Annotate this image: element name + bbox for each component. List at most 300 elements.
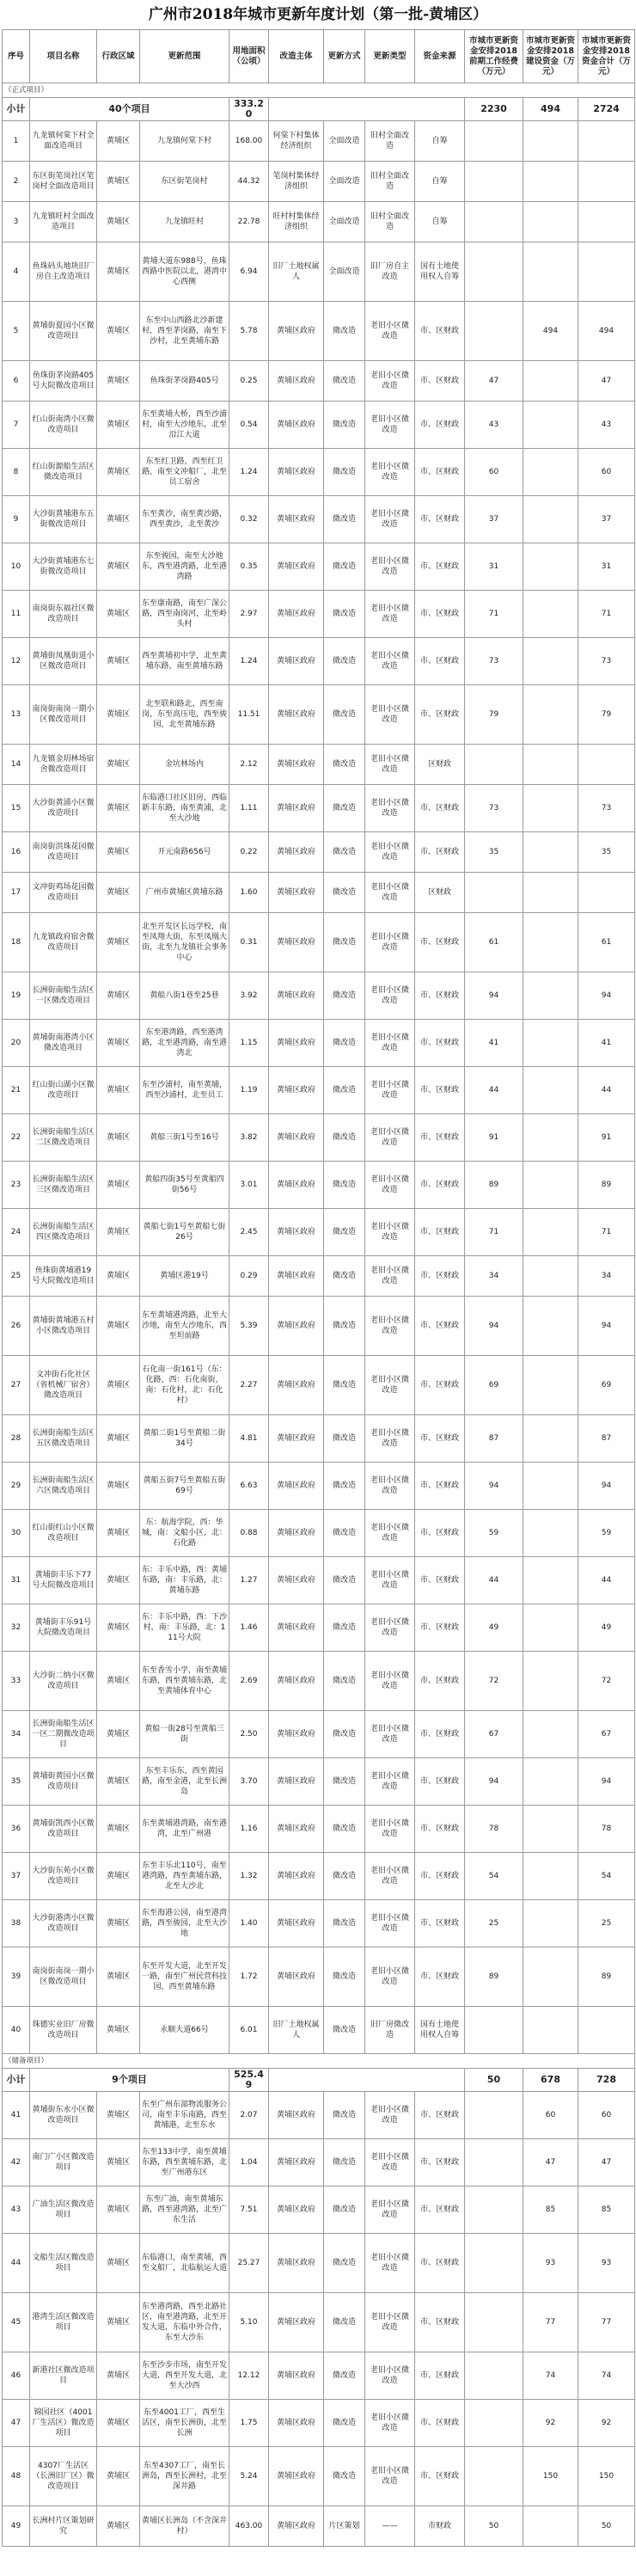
fund-source: 市、区财政	[415, 1356, 465, 1415]
update-type: 旧厂房自主改造	[365, 242, 415, 302]
fund-source: 市、区财政	[415, 1209, 465, 1256]
update-method: 微改造	[324, 745, 365, 785]
update-method: 微改造	[324, 2187, 365, 2234]
table-row	[3, 785, 635, 832]
prep-funds	[465, 2092, 523, 2139]
fund-source: 市、区财政	[415, 302, 465, 361]
prep-funds: 47	[465, 361, 523, 402]
project-name: 九龙镇金玥林场宿舍微改造项目	[30, 745, 97, 785]
project-name: 九龙镇何棠下村全面改造项目	[30, 121, 97, 162]
update-type: 老旧小区微改造	[365, 2234, 415, 2293]
land-area: 0.35	[229, 543, 269, 591]
construction-funds	[523, 1853, 578, 1900]
update-type: 老旧小区微改造	[365, 1356, 415, 1415]
project-name: 黄埔街丰乐下77号大院微改造项目	[30, 1557, 97, 1604]
table-row	[3, 2352, 635, 2400]
fund-source: 市、区财政	[415, 402, 465, 449]
update-method: 微改造	[324, 1604, 365, 1652]
prep-funds: 73	[465, 638, 523, 685]
implementing-body: 黄埔区政府	[269, 785, 324, 832]
update-method: 微改造	[324, 543, 365, 591]
table-row	[3, 685, 635, 745]
update-scope: 东至沙步市场，南至开发大道，西至开发大道，北至大沙西	[140, 2352, 229, 2400]
update-scope: 东至丰乐北110号，南至港湾路，西至黄埔东路，北至大沙北	[140, 1853, 229, 1900]
project-name: 黄埔街东水小区微改造项目	[30, 2092, 97, 2139]
update-method: 全面改造	[324, 162, 365, 202]
fund-source: 市、区财政	[415, 1900, 465, 1947]
row-number: 13	[3, 685, 30, 745]
fund-source: 国有土地使用权人自筹	[415, 2007, 465, 2054]
update-scope: 广州市黄埔区黄埔东路	[140, 873, 229, 913]
fund-source: 市、区财政	[415, 2447, 465, 2506]
implementing-body: 黄埔区政府	[269, 972, 324, 1020]
construction-funds	[523, 638, 578, 685]
prep-funds: 35	[465, 832, 523, 873]
update-type: 老旧小区微改造	[365, 2139, 415, 2187]
district: 黄埔区	[97, 832, 140, 873]
prep-funds	[465, 202, 523, 242]
implementing-body: 黄埔区政府	[269, 1711, 324, 1758]
land-area: 0.29	[229, 1256, 269, 1297]
total-funds: 74	[578, 2352, 635, 2400]
implementing-body: 黄埔区政府	[269, 1114, 324, 1162]
update-method: 微改造	[324, 449, 365, 496]
update-scope: 北至开发区长远学校，南至凤翔大街，东至凤凰大街，北至九龙镇社会事务中心	[140, 913, 229, 972]
total-funds: 61	[578, 913, 635, 972]
construction-funds: 85	[523, 2187, 578, 2234]
implementing-body: 黄埔区政府	[269, 1806, 324, 1853]
district: 黄埔区	[97, 2293, 140, 2352]
construction-funds	[523, 1020, 578, 1067]
land-area: 2.50	[229, 1711, 269, 1758]
row-number: 8	[3, 449, 30, 496]
total-funds: 79	[578, 685, 635, 745]
subtotal-label: 小计	[3, 98, 30, 121]
district: 黄埔区	[97, 1297, 140, 1356]
fund-source: 市、区财政	[415, 2352, 465, 2400]
prep-funds	[465, 2007, 523, 2054]
district: 黄埔区	[97, 1356, 140, 1415]
subtotal-blank	[269, 2069, 465, 2092]
prep-funds: 73	[465, 785, 523, 832]
total-funds: 54	[578, 1853, 635, 1900]
district: 黄埔区	[97, 638, 140, 685]
district: 黄埔区	[97, 1900, 140, 1947]
implementing-body: 黄埔区政府	[269, 2400, 324, 2447]
prep-funds	[465, 745, 523, 785]
total-funds	[578, 202, 635, 242]
prep-funds	[465, 162, 523, 202]
table-row	[3, 2139, 635, 2187]
district: 黄埔区	[97, 1067, 140, 1114]
row-number: 45	[3, 2293, 30, 2352]
project-name: 大沙街黄埔港东五街微改造项目	[30, 496, 97, 543]
table-row	[3, 302, 635, 361]
update-method: 微改造	[324, 2352, 365, 2400]
update-type: 老旧小区微改造	[365, 1020, 415, 1067]
prep-funds: 31	[465, 543, 523, 591]
fund-source: 市、区财政	[415, 972, 465, 1020]
update-type: 老旧小区微改造	[365, 1415, 415, 1463]
land-area: 1.32	[229, 1853, 269, 1900]
construction-funds	[523, 1604, 578, 1652]
update-scope: 东：航海学院，西：华城，南：文船小区，北：石化路	[140, 1510, 229, 1557]
total-funds: 37	[578, 496, 635, 543]
fund-source: 市、区财政	[415, 832, 465, 873]
update-type: 老旧小区微改造	[365, 832, 415, 873]
construction-funds	[523, 543, 578, 591]
row-number: 47	[3, 2400, 30, 2447]
total-funds: 69	[578, 1356, 635, 1415]
table-row	[3, 1711, 635, 1758]
update-scope: 九龙镇何棠下村	[140, 121, 229, 162]
construction-funds	[523, 1297, 578, 1356]
prep-funds: 59	[465, 1510, 523, 1557]
project-name: 九龙镇旺村全面改造项目	[30, 202, 97, 242]
implementing-body: 黄埔区政府	[269, 1256, 324, 1297]
prep-funds	[465, 242, 523, 302]
construction-funds	[523, 162, 578, 202]
subtotal-row	[3, 2069, 635, 2092]
total-funds: 47	[578, 2139, 635, 2187]
total-funds: 25	[578, 1900, 635, 1947]
row-number: 5	[3, 302, 30, 361]
prep-funds	[465, 873, 523, 913]
table-row	[3, 2293, 635, 2352]
fund-source: 市、区财政	[415, 1652, 465, 1711]
row-number: 27	[3, 1356, 30, 1415]
update-method: 微改造	[324, 832, 365, 873]
land-area: 0.25	[229, 361, 269, 402]
subtotal-count: 40个项目	[30, 98, 229, 121]
fund-source: 市、区财政	[415, 1256, 465, 1297]
implementing-body: 黄埔区政府	[269, 1900, 324, 1947]
fund-source: 市、区财政	[415, 1415, 465, 1463]
implementing-body: 黄埔区政府	[269, 449, 324, 496]
construction-funds: 74	[523, 2352, 578, 2400]
table-row	[3, 1356, 635, 1415]
land-area: 1.46	[229, 1604, 269, 1652]
fund-source: 市、区财政	[415, 2293, 465, 2352]
total-funds: 71	[578, 591, 635, 638]
prep-funds: 71	[465, 1209, 523, 1256]
update-type: 老旧小区微改造	[365, 402, 415, 449]
land-area: 1.04	[229, 2139, 269, 2187]
update-type: 老旧小区微改造	[365, 1067, 415, 1114]
construction-funds: 47	[523, 2139, 578, 2187]
construction-funds	[523, 1067, 578, 1114]
table-row	[3, 1209, 635, 1256]
district: 黄埔区	[97, 202, 140, 242]
implementing-body: 黄埔区政府	[269, 1510, 324, 1557]
project-name: 大沙街二纳小区微改造项目	[30, 1652, 97, 1711]
update-method: 微改造	[324, 1256, 365, 1297]
district: 黄埔区	[97, 1853, 140, 1900]
update-method: 微改造	[324, 302, 365, 361]
table-row	[3, 1463, 635, 1510]
header-cell: 改造主体	[269, 30, 324, 83]
implementing-body: 黄埔区政府	[269, 1356, 324, 1415]
update-scope: 黄船二街1号至黄船二街34号	[140, 1415, 229, 1463]
fund-source: 市、区财政	[415, 2400, 465, 2447]
district: 黄埔区	[97, 2352, 140, 2400]
row-number: 14	[3, 745, 30, 785]
prep-funds	[465, 2352, 523, 2400]
update-method: 微改造	[324, 685, 365, 745]
table-row	[3, 121, 635, 162]
table-row	[3, 2400, 635, 2447]
update-scope: 东至骏园，南至大沙地东，西至港湾路，北至港湾路	[140, 543, 229, 591]
update-scope: 黄埔大道东988号，鱼珠西路中医院以北，港湾中心西侧	[140, 242, 229, 302]
construction-funds	[523, 1947, 578, 2007]
update-type: 旧村全面改造	[365, 162, 415, 202]
total-funds: 87	[578, 1415, 635, 1463]
land-area: 11.51	[229, 685, 269, 745]
project-name: 黄埔街南港湾小区微改造项目	[30, 1020, 97, 1067]
update-scope: 开元南路656号	[140, 832, 229, 873]
update-method: 微改造	[324, 1900, 365, 1947]
update-method: 微改造	[324, 1758, 365, 1806]
construction-funds	[523, 685, 578, 745]
project-name: 大沙街港湾小区微改造项目	[30, 1900, 97, 1947]
district: 黄埔区	[97, 1947, 140, 2007]
implementing-body: 黄埔区政府	[269, 913, 324, 972]
update-type: 老旧小区微改造	[365, 1806, 415, 1853]
row-number: 11	[3, 591, 30, 638]
land-area: 463.00	[229, 2506, 269, 2547]
update-type: 老旧小区微改造	[365, 1758, 415, 1806]
land-area: 6.01	[229, 2007, 269, 2054]
land-area: 5.39	[229, 1297, 269, 1356]
land-area: 1.11	[229, 785, 269, 832]
total-funds: 72	[578, 1652, 635, 1711]
row-number: 41	[3, 2092, 30, 2139]
implementing-body: 黄埔区政府	[269, 2352, 324, 2400]
header-cell: 资金来源	[415, 30, 465, 83]
implementing-body: 黄埔区政府	[269, 496, 324, 543]
update-type: 老旧小区微改造	[365, 1900, 415, 1947]
district: 黄埔区	[97, 2007, 140, 2054]
land-area: 168.00	[229, 121, 269, 162]
section-label: （正式项目）	[3, 83, 635, 98]
construction-funds	[523, 1652, 578, 1711]
row-number: 16	[3, 832, 30, 873]
prep-funds: 71	[465, 591, 523, 638]
update-scope: 东临港口社区旧房，西临新丰东路，南至黄浦，北至大沙地	[140, 785, 229, 832]
district: 黄埔区	[97, 685, 140, 745]
update-scope: 东至黄埔港湾路，北至大沙地，南至大沙地东，西至坦前路	[140, 1297, 229, 1356]
update-scope: 九龙镇旺村	[140, 202, 229, 242]
construction-funds: 93	[523, 2234, 578, 2293]
prep-funds	[465, 2447, 523, 2506]
update-scope: 东至黄埔大桥，西至沙浦村，南至大沙地东，北至沿江大道	[140, 402, 229, 449]
update-scope: 黄船一街28号至黄船三街	[140, 1711, 229, 1758]
implementing-body: 黄埔区政府	[269, 832, 324, 873]
fund-source: 市、区财政	[415, 2187, 465, 2234]
update-scope: 黄船三街1号至16号	[140, 1114, 229, 1162]
update-method: 微改造	[324, 1853, 365, 1900]
update-method: 微改造	[324, 638, 365, 685]
row-number: 33	[3, 1652, 30, 1711]
fund-source: 市、区财政	[415, 1853, 465, 1900]
district: 黄埔区	[97, 242, 140, 302]
row-number: 9	[3, 496, 30, 543]
table-row	[3, 1758, 635, 1806]
row-number: 38	[3, 1900, 30, 1947]
update-type: 老旧小区微改造	[365, 1510, 415, 1557]
update-method: 全面改造	[324, 242, 365, 302]
fund-source: 市、区财政	[415, 1758, 465, 1806]
prep-funds: 79	[465, 685, 523, 745]
update-scope: 东区街笔岗村	[140, 162, 229, 202]
prep-funds: 44	[465, 1067, 523, 1114]
update-type: 老旧小区微改造	[365, 2187, 415, 2234]
update-type: 老旧小区微改造	[365, 2447, 415, 2506]
header-cell: 序号	[3, 30, 30, 83]
construction-funds	[523, 242, 578, 302]
project-name: 黄埔街黄园小区微改造项目	[30, 1758, 97, 1806]
prep-funds: 37	[465, 496, 523, 543]
update-type: 旧村全面改造	[365, 202, 415, 242]
table-row	[3, 202, 635, 242]
implementing-body: 黄埔区政府	[269, 1297, 324, 1356]
row-number: 29	[3, 1463, 30, 1510]
construction-funds: 60	[523, 2092, 578, 2139]
prep-funds: 89	[465, 1162, 523, 1209]
table-row	[3, 496, 635, 543]
update-method: 微改造	[324, 1557, 365, 1604]
table-row	[3, 449, 635, 496]
total-funds: 91	[578, 1114, 635, 1162]
district: 黄埔区	[97, 1114, 140, 1162]
project-name: 东区街笔岗社区笔岗村全面改造项目	[30, 162, 97, 202]
district: 黄埔区	[97, 2506, 140, 2547]
land-area: 1.75	[229, 2400, 269, 2447]
implementing-body: 黄埔区政府	[269, 302, 324, 361]
fund-source: 市、区财政	[415, 2234, 465, 2293]
fund-source: 市、区财政	[415, 1162, 465, 1209]
construction-funds: 494	[523, 302, 578, 361]
prep-funds: 91	[465, 1114, 523, 1162]
fund-source: 国有土地使用权人自筹	[415, 242, 465, 302]
table-row	[3, 1415, 635, 1463]
implementing-body: 黄埔区政府	[269, 1067, 324, 1114]
construction-funds	[523, 832, 578, 873]
project-name: 新港社区微改造项目	[30, 2352, 97, 2400]
subtotal-row	[3, 98, 635, 121]
update-method: 微改造	[324, 2293, 365, 2352]
update-type: ——	[365, 2506, 415, 2547]
row-number: 26	[3, 1297, 30, 1356]
project-name: 黄埔街夏园小区微改造项目	[30, 302, 97, 361]
land-area: 44.32	[229, 162, 269, 202]
project-name: 长洲村片区策划研究	[30, 2506, 97, 2547]
district: 黄埔区	[97, 543, 140, 591]
construction-funds	[523, 121, 578, 162]
total-funds	[578, 242, 635, 302]
fund-source: 市、区财政	[415, 2139, 465, 2187]
district: 黄埔区	[97, 1162, 140, 1209]
row-number: 3	[3, 202, 30, 242]
update-scope: 黄船七街1号至黄船七街26号	[140, 1209, 229, 1256]
table-row	[3, 242, 635, 302]
total-funds: 94	[578, 1758, 635, 1806]
prep-funds: 78	[465, 1806, 523, 1853]
total-funds: 78	[578, 1806, 635, 1853]
table-row	[3, 832, 635, 873]
project-name: 长洲街南船生活区二区微改造项目	[30, 1114, 97, 1162]
total-funds: 73	[578, 638, 635, 685]
row-number: 7	[3, 402, 30, 449]
district: 黄埔区	[97, 1463, 140, 1510]
implementing-body: 黄埔区政府	[269, 1652, 324, 1711]
total-funds: 73	[578, 785, 635, 832]
project-name: 大沙街黄埔港东七街微改造项目	[30, 543, 97, 591]
update-scope: 东至广油，南至黄埔东路，西至港湾路，北至广东生活	[140, 2187, 229, 2234]
fund-source: 市、区财政	[415, 638, 465, 685]
district: 黄埔区	[97, 1604, 140, 1652]
total-funds: 93	[578, 2234, 635, 2293]
update-scope: 东至港湾路，西至北路社区，南至港湾路，北至开发大道，东临中外合作，东至大沙东	[140, 2293, 229, 2352]
implementing-body: 黄埔区政府	[269, 873, 324, 913]
row-number: 22	[3, 1114, 30, 1162]
prep-funds: 89	[465, 1947, 523, 2007]
implementing-body: 黄埔区政府	[269, 1463, 324, 1510]
project-name: 南门广小区微改造项目	[30, 2139, 97, 2187]
table-row	[3, 591, 635, 638]
row-number: 34	[3, 1711, 30, 1758]
district: 黄埔区	[97, 1415, 140, 1463]
district: 黄埔区	[97, 2187, 140, 2234]
fund-source: 市、区财政	[415, 1114, 465, 1162]
document-title: 广州市2018年城市更新年度计划（第一批-黄埔区）	[148, 6, 488, 23]
construction-funds	[523, 1415, 578, 1463]
update-type: 老旧小区微改造	[365, 1711, 415, 1758]
fund-source: 市、区财政	[415, 543, 465, 591]
update-scope: 东至沙浦村，南至黄埔，西至沙浦村，北至员工	[140, 1067, 229, 1114]
update-scope: 东：丰乐中路，西：下沙村，南：丰乐路，北：111号大院	[140, 1604, 229, 1652]
implementing-body: 旺村村集体经济组织	[269, 202, 324, 242]
fund-source: 自筹	[415, 202, 465, 242]
table-row	[3, 638, 635, 685]
update-scope: 西至黄埔初中学，北至黄埔东路，南至黄埔东路	[140, 638, 229, 685]
subtotal-area: 525.49	[229, 2069, 269, 2092]
row-number: 30	[3, 1510, 30, 1557]
implementing-body: 黄埔区政府	[269, 2092, 324, 2139]
implementing-body: 黄埔区政府	[269, 1162, 324, 1209]
update-type: 老旧小区微改造	[365, 1604, 415, 1652]
implementing-body: 黄埔区政府	[269, 745, 324, 785]
prep-funds: 67	[465, 1711, 523, 1758]
total-funds	[578, 162, 635, 202]
land-area: 0.88	[229, 1510, 269, 1557]
total-funds: 94	[578, 1297, 635, 1356]
header-cell: 更新范围	[140, 30, 229, 83]
construction-funds: 92	[523, 2400, 578, 2447]
table-row	[3, 1604, 635, 1652]
land-area: 0.22	[229, 832, 269, 873]
prep-funds: 54	[465, 1853, 523, 1900]
construction-funds	[523, 1162, 578, 1209]
total-funds: 44	[578, 1557, 635, 1604]
land-area: 5.78	[229, 302, 269, 361]
land-area: 1.19	[229, 1067, 269, 1114]
row-number: 28	[3, 1415, 30, 1463]
total-funds: 71	[578, 1209, 635, 1256]
fund-source: 市财政	[415, 2506, 465, 2547]
update-method: 微改造	[324, 1652, 365, 1711]
row-number: 46	[3, 2352, 30, 2400]
